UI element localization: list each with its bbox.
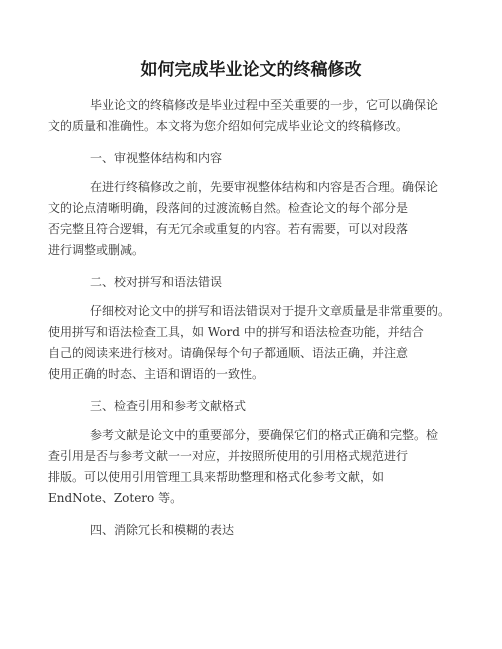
paragraph-line: 排版。可以使用引用管理工具来帮助整理和格式化参考文献，如 [48,470,385,484]
section-paragraph-3 [48,425,468,509]
section-heading-3 [48,396,468,417]
document-title: 如何完成毕业论文的终稿修改 [140,60,362,80]
paragraph-line: 自己的阅读来进行核对。请确保每个句子都通顺、语法正确，并注意 [48,346,409,360]
section-heading-text: 二、校对拼写和语法错误 [90,275,223,289]
paragraph-line: 使用拼写和语法检查工具，如 Word 中的拼写和语法检查功能，并结合 [48,325,424,339]
section-heading-4 [48,520,468,541]
paragraph-line: EndNote、Zotero 等。 [48,491,183,505]
paragraph-line: 参考文献是论文中的重要部分，要确保它们的格式正确和完整。检 [90,428,439,442]
paragraph-line: 使用正确的时态、主语和谓语的一致性。 [48,367,265,381]
section-heading-2 [48,272,468,293]
section-heading-text: 四、消除冗长和模糊的表达 [90,523,235,537]
section-paragraph-1 [48,177,468,261]
intro-paragraph [48,95,468,137]
intro-line: 文的质量和准确性。本文将为您介绍如何完成毕业论文的终稿修改。 [48,119,409,133]
section-paragraph-2 [48,301,468,385]
paragraph-line: 否完整且符合逻辑，有无冗余或重复的内容。若有需要，可以对段落 [48,222,409,236]
section-heading-text: 三、检查引用和参考文献格式 [90,399,247,413]
intro-line: 毕业论文的终稿修改是毕业过程中至关重要的一步，它可以确保论 [90,98,439,112]
paragraph-line: 在进行终稿修改之前，先要审视整体结构和内容是否合理。确保论 [90,180,439,194]
paragraph-line: 查引用是否与参考文献一一对应，并按照所使用的引用格式规范进行 [48,449,409,463]
section-heading-text: 一、审视整体结构和内容 [90,151,223,165]
paragraph-line: 进行调整或删减。 [48,243,145,257]
paragraph-line: 仔细校对论文中的拼写和语法错误对于提升文章质量是非常重要的。 [90,304,451,318]
section-heading-1 [48,148,468,169]
paragraph-line: 文的论点清晰明确，段落间的过渡流畅自然。检查论文的每个部分是 [48,201,409,215]
